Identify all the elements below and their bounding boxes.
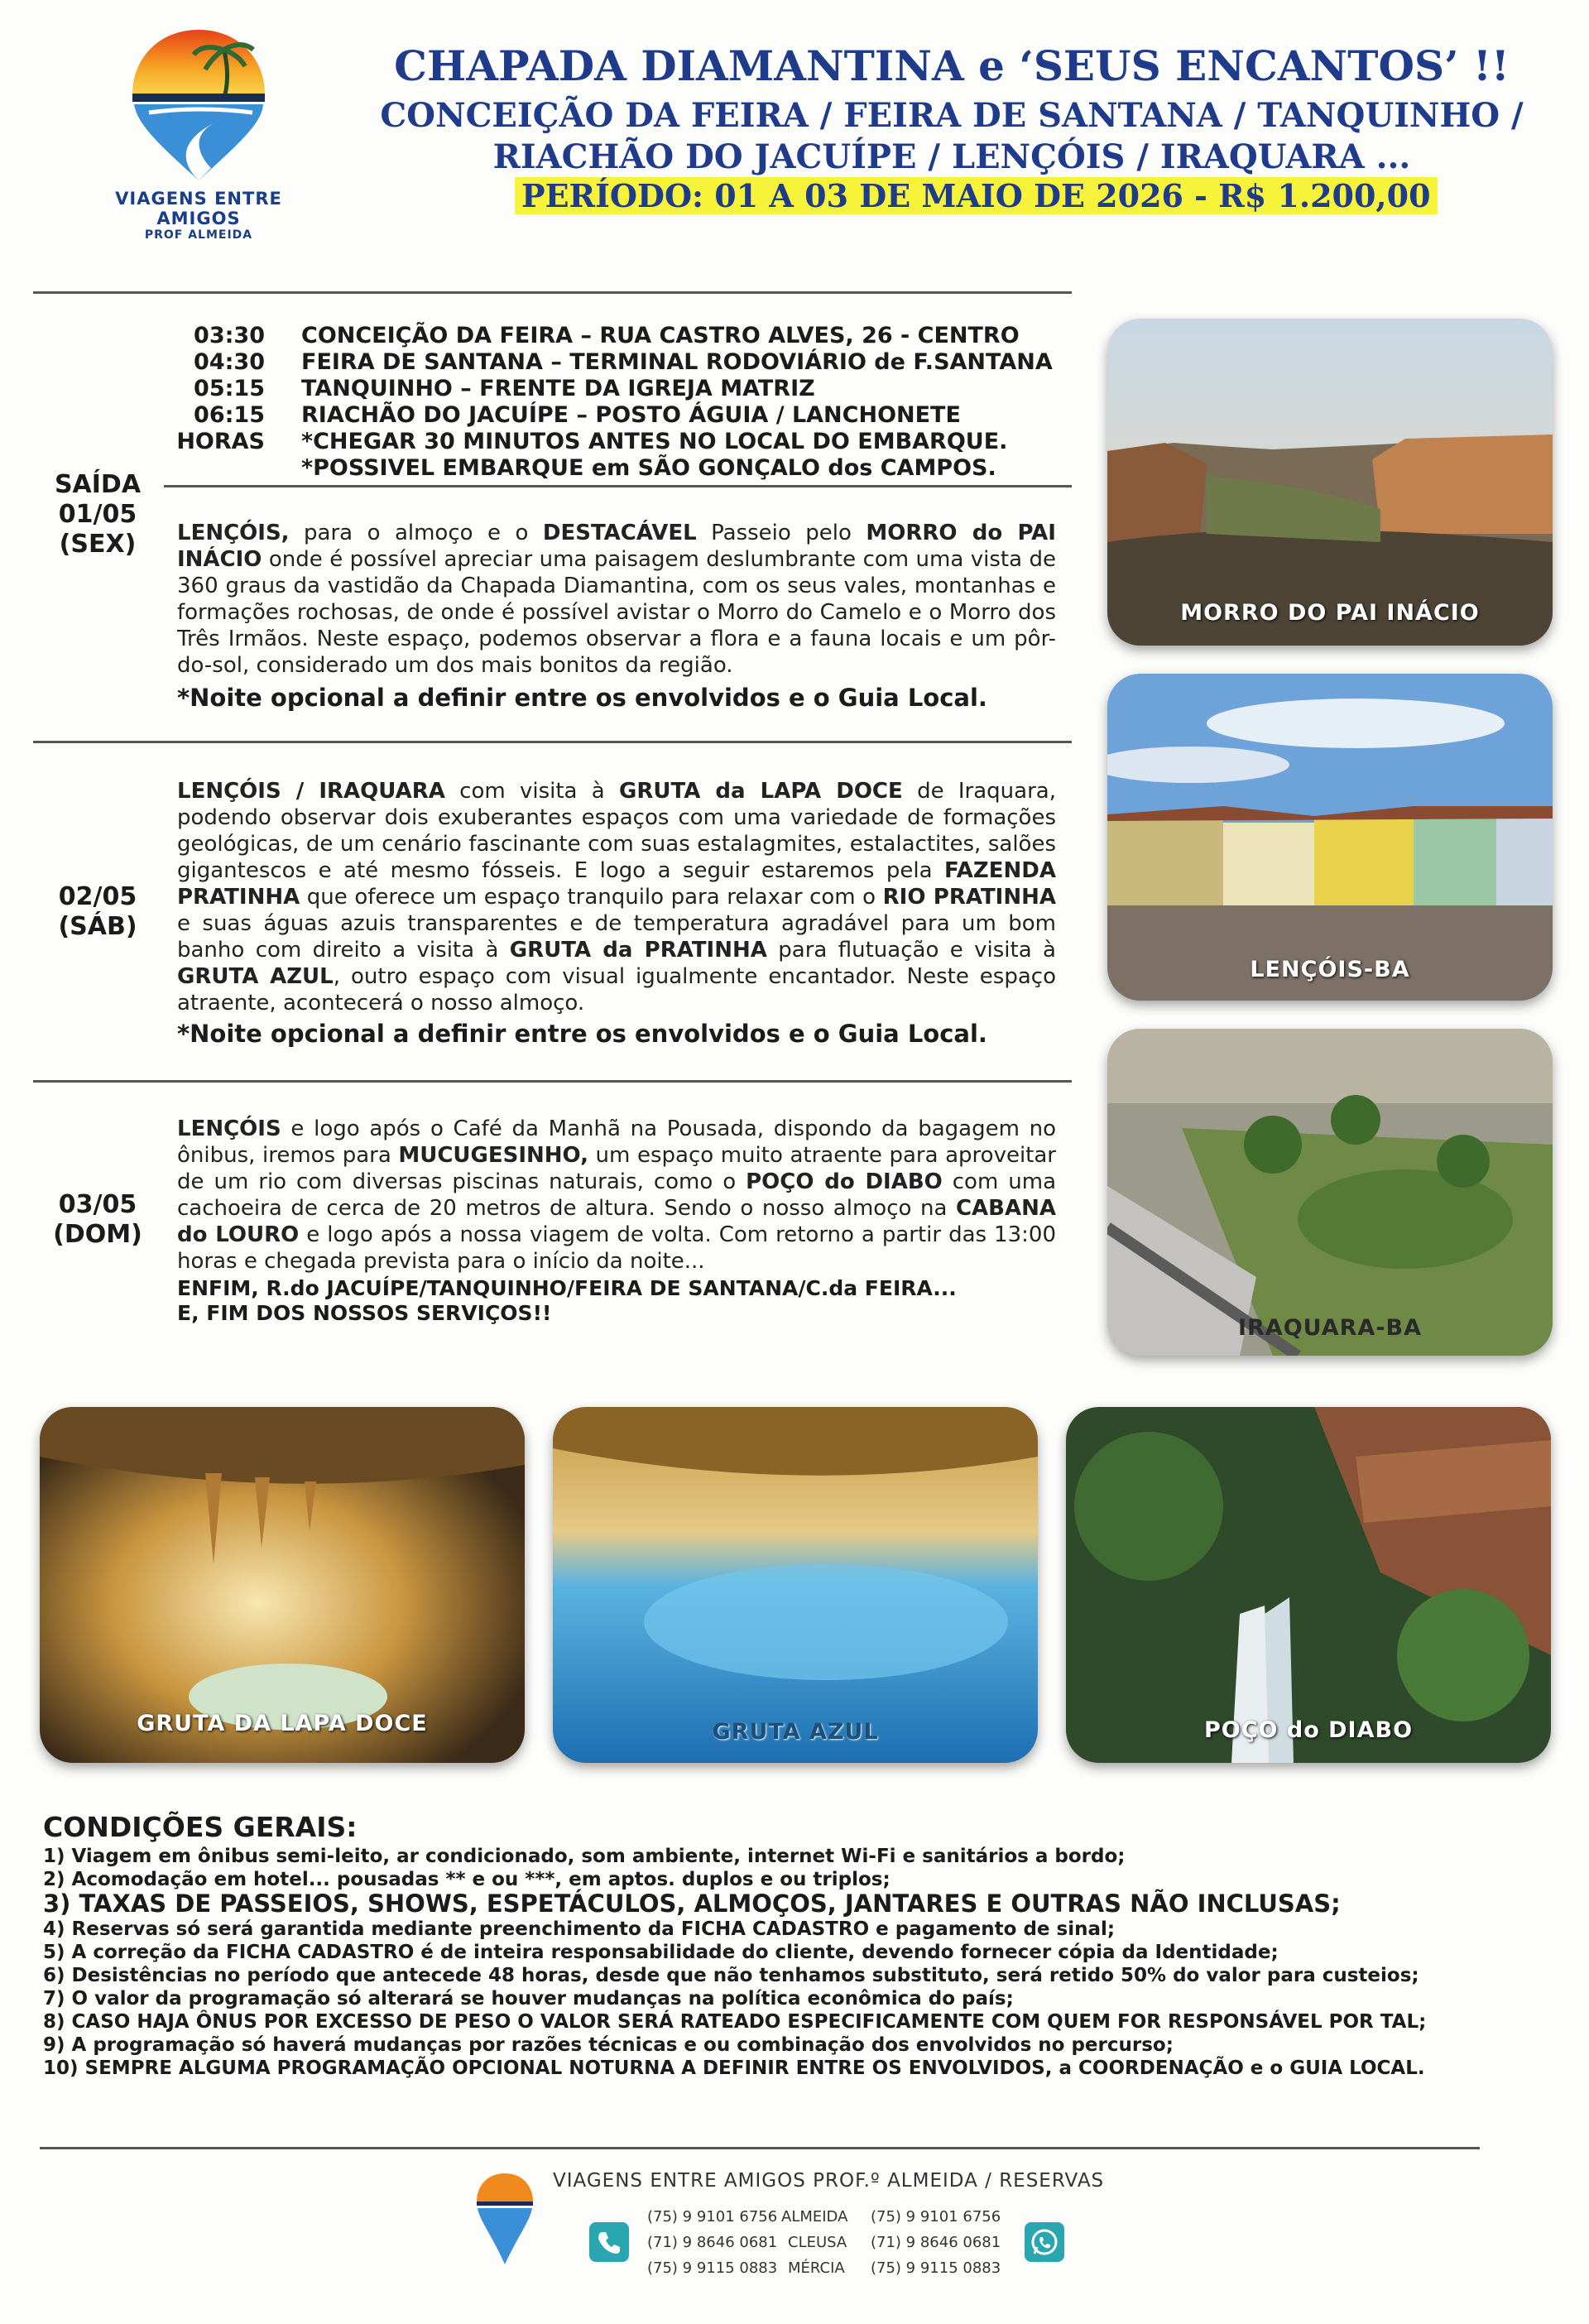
day1-label (31, 470, 164, 559)
divider (33, 291, 1072, 294)
contact-phone[interactable]: (75) 9 9101 6756 (871, 2208, 1001, 2226)
photo-morro-pai-inacio (1107, 319, 1553, 646)
condition-item: 5) A correção da FICHA CADASTRO é de inteira responsabilidade do cliente, devendo fornecer cópia da Identidade; (43, 1942, 1279, 1963)
condition-item: 3) TAXAS DE PASSEIOS, SHOWS, ESPETÁCULOS, ALMOÇOS, JANTARES E OUTRAS NÃO INCLUSAS; (43, 1889, 1341, 1918)
highlight-text: DESTACÁVEL (542, 521, 697, 545)
waterfall-image (1066, 1407, 1551, 1763)
highlight-text: FAZENDA PRATINHA (177, 858, 1056, 910)
photo-caption: POÇO do DIABO (1203, 1717, 1414, 1743)
highlight-text: LENÇÓIS, (177, 521, 290, 545)
schedule-note: *POSSIVEL EMBARQUE em SÃO GONÇALO dos CAMPOS. (301, 455, 996, 481)
photo-iraquara (1107, 1029, 1553, 1356)
photo-caption: GRUTA DA LAPA DOCE (137, 1711, 428, 1736)
condition-item: 10) SEMPRE ALGUMA PROGRAMAÇÃO OPCIONAL NOTURNA A DEFINIR ENTRE OS ENVOLVIDOS, a COORDENAÇÃO e o GUIA LOCAL. (43, 2058, 1425, 2079)
divider (40, 2147, 1480, 2149)
schedule-time: 05:15 (194, 376, 265, 401)
brand-logo (99, 23, 298, 242)
condition-item: 7) O valor da programação só alterará se houver mudanças na política econômica do país; (43, 1988, 1014, 2009)
divider (33, 1080, 1072, 1083)
photo-caption: GRUTA AZUL (712, 1719, 879, 1745)
colonial-town-image (1107, 674, 1553, 1001)
schedule-time: HORAS (176, 429, 265, 454)
highlight-text: MUCUGESINHO, (398, 1143, 588, 1168)
body-text: e logo após o Café da Manhã na Pousada, dispondo da bagagem no ônibus, iremos para (177, 1116, 1056, 1168)
contact-name: MÉRCIA (788, 2259, 845, 2277)
footer-logo (472, 2170, 538, 2269)
condition-item: 8) CASO HAJA ÔNUS POR EXCESSO DE PESO O VALOR SERÁ RATEADO ESPECIFICAMENTE COM QUEM FOR RESPONSÁVEL POR TAL; (43, 2011, 1427, 2033)
condition-item: 4) Reservas só será garantida mediante preenchimento da FICHA CADASTRO e pagamento de sinal; (43, 1918, 1116, 1940)
condition-item: 2) Acomodação em hotel... pousadas ** e ou ***, em aptos. duplos e ou triplos; (43, 1869, 891, 1890)
schedule-time: 06:15 (194, 402, 265, 428)
highlight-text: GRUTA da LAPA DOCE (619, 779, 903, 804)
day2-optional-note: *Noite opcional a definir entre os envolvidos e o Guia Local. (177, 1020, 987, 1048)
day2-label-weekday: (SÁB) (58, 912, 137, 941)
blue-cave-image (553, 1407, 1038, 1763)
day1-description (177, 520, 1056, 679)
day2-label (31, 882, 164, 942)
body-text: que oferece um espaço tranquilo para relaxar com o (300, 885, 883, 910)
travel-pin-logo-icon (472, 2170, 538, 2269)
condition-item: 1) Viagem em ônibus semi-leito, ar condicionado, som ambiente, internet Wi-Fi e sanitários a bordo; (43, 1846, 1126, 1867)
divider (33, 741, 1072, 743)
cave-image (40, 1407, 525, 1763)
brand-subtitle: PROF ALMEIDA (144, 228, 253, 242)
conditions-title: CONDIÇÕES GERAIS: (43, 1811, 358, 1843)
body-text: um espaço muito atraente para aproveitar de um rio com diversas piscinas naturais, como o (177, 1143, 1056, 1194)
brand-name: VIAGENS ENTRE AMIGOS (115, 189, 282, 228)
day1-label-weekday: (SEX) (59, 530, 137, 559)
schedule-time: 04:30 (194, 349, 265, 375)
route-line-1: CONCEIÇÃO DA FEIRA / FEIRA DE SANTANA / TANQUINHO / (380, 96, 1524, 135)
contact-name: CLEUSA (788, 2234, 847, 2251)
photo-gruta-azul (553, 1407, 1038, 1763)
contact-phone[interactable]: (71) 9 8646 0681 (647, 2234, 778, 2251)
phone-icon (589, 2222, 629, 2262)
schedule-place: CONCEIÇÃO DA FEIRA – RUA CASTRO ALVES, 26 - CENTRO (301, 323, 1020, 348)
body-text: onde é possível apreciar uma paisagem deslumbrante com uma vista de 360 graus da vastidão da Chapada Diamantina, com os seus vales, montanhas e formações rochosas, de onde é possível avistar o Morro do Camelo e o Morro dos Três Irmãos. Neste espaço, podemos observar a flora e a fauna locais e um pôr-do-sol, considerado um dos mais bonitos da região. (177, 547, 1056, 678)
town-square-aerial-image (1107, 1029, 1553, 1356)
body-text: , outro espaço com visual igualmente encantador. Neste espaço atraente, acontecerá o nosso almoço. (177, 964, 1056, 1016)
travel-pin-logo-icon (99, 23, 298, 189)
divider (164, 485, 1072, 487)
day1-optional-note: *Noite opcional a definir entre os envolvidos e o Guia Local. (177, 684, 987, 712)
photo-poco-do-diabo (1066, 1407, 1551, 1763)
day3-label (31, 1190, 164, 1250)
highlight-text: MORRO do PAI INÁCIO (177, 521, 1056, 572)
closing-route: ENFIM, R.do JACUÍPE/TANQUINHO/FEIRA DE SANTANA/C.da FEIRA... (177, 1276, 957, 1300)
photo-lencois (1107, 674, 1553, 1001)
body-text: Passeio pelo (696, 521, 867, 545)
body-text: com visita à (444, 779, 620, 804)
highlight-text: RIO PRATINHA (882, 885, 1056, 910)
schedule-time: 03:30 (194, 323, 265, 348)
contact-phone[interactable]: (75) 9 9101 6756 (647, 2208, 778, 2226)
highlight-text: LENÇÓIS (177, 1116, 281, 1141)
contact-phone[interactable]: (75) 9 9115 0883 (647, 2259, 778, 2277)
schedule-place: TANQUINHO – FRENTE DA IGREJA MATRIZ (301, 376, 815, 401)
photo-gruta-lapa-doce (40, 1407, 525, 1763)
route-line-2: RIACHÃO DO JACUÍPE / LENÇÓIS / IRAQUARA ... (492, 137, 1411, 176)
body-text: para flutuação e visita à (766, 938, 1056, 963)
highlight-text: GRUTA AZUL (177, 964, 334, 989)
contact-phone[interactable]: (75) 9 9115 0883 (871, 2259, 1001, 2277)
day3-description (177, 1116, 1056, 1275)
mountain-landscape-image (1107, 319, 1553, 646)
contact-name: ALMEIDA (781, 2208, 848, 2226)
condition-item: 9) A programação só haverá mudanças por razões técnicas e ou combinação dos envolvidos no percurso; (43, 2034, 1174, 2056)
photo-caption: IRAQUARA-BA (1237, 1315, 1423, 1341)
photo-caption: MORRO DO PAI INÁCIO (1180, 600, 1480, 626)
closing-end: E, FIM DOS NOSSOS SERVIÇOS!! (177, 1301, 552, 1325)
schedule-place: RIACHÃO DO JACUÍPE – POSTO ÁGUIA / LANCHONETE (301, 402, 961, 428)
schedule-note: *CHEGAR 30 MINUTOS ANTES NO LOCAL DO EMBARQUE. (301, 429, 1008, 454)
day2-label-date: 02/05 (58, 882, 137, 911)
day3-label-date: 03/05 (58, 1190, 137, 1219)
body-text: e suas águas azuis transparentes e de temperatura agradável para um bom banho com direito a visita à (177, 911, 1056, 963)
body-text: com uma cachoeira de cerca de 20 metros de altura. Sendo o nosso almoço na (177, 1169, 1057, 1221)
highlight-text: POÇO do DIABO (746, 1169, 943, 1194)
body-text: para o almoço e o (289, 521, 543, 545)
schedule-place: FEIRA DE SANTANA – TERMINAL RODOVIÁRIO de F.SANTANA (301, 349, 1053, 375)
contact-phone[interactable]: (71) 9 8646 0681 (871, 2234, 1001, 2251)
period-price-highlight: PERÍODO: 01 A 03 DE MAIO DE 2026 - R$ 1.200,00 (515, 177, 1438, 214)
footer-title: VIAGENS ENTRE AMIGOS PROF.º ALMEIDA / RESERVAS (553, 2170, 1105, 2192)
day3-closing (177, 1276, 957, 1326)
highlight-text: GRUTA da PRATINHA (509, 938, 767, 963)
whatsapp-icon (1025, 2222, 1064, 2262)
photo-caption: LENÇÓIS-BA (1250, 957, 1410, 982)
body-text: de Iraquara, podendo observar dois exuberantes espaços com uma variedade de formações geológicas, de um cenário fascinante com suas estalagmites, estalactites, salões gigantescos e até mesmo fósseis. E logo a seguir estaremos pela (177, 779, 1056, 883)
highlight-text: LENÇÓIS / IRAQUARA (177, 779, 445, 804)
day2-description (177, 778, 1056, 1016)
body-text: e logo após a nossa viagem de volta. Com retorno a partir das 13:00 horas e chegada prevista para o início da noite... (177, 1222, 1056, 1274)
page-title: CHAPADA DIAMANTINA e ‘SEUS ENCANTOS’ !! (394, 41, 1510, 90)
day1-label-line1: SAÍDA (54, 470, 142, 499)
highlight-text: CABANA do LOURO (177, 1196, 1056, 1247)
day1-label-date: 01/05 (58, 500, 137, 529)
condition-item: 6) Desistências no período que antecede 48 horas, desde que não tenhamos substituto, será retido 50% do valor para custeios; (43, 1965, 1419, 1986)
day3-label-weekday: (DOM) (53, 1220, 142, 1249)
